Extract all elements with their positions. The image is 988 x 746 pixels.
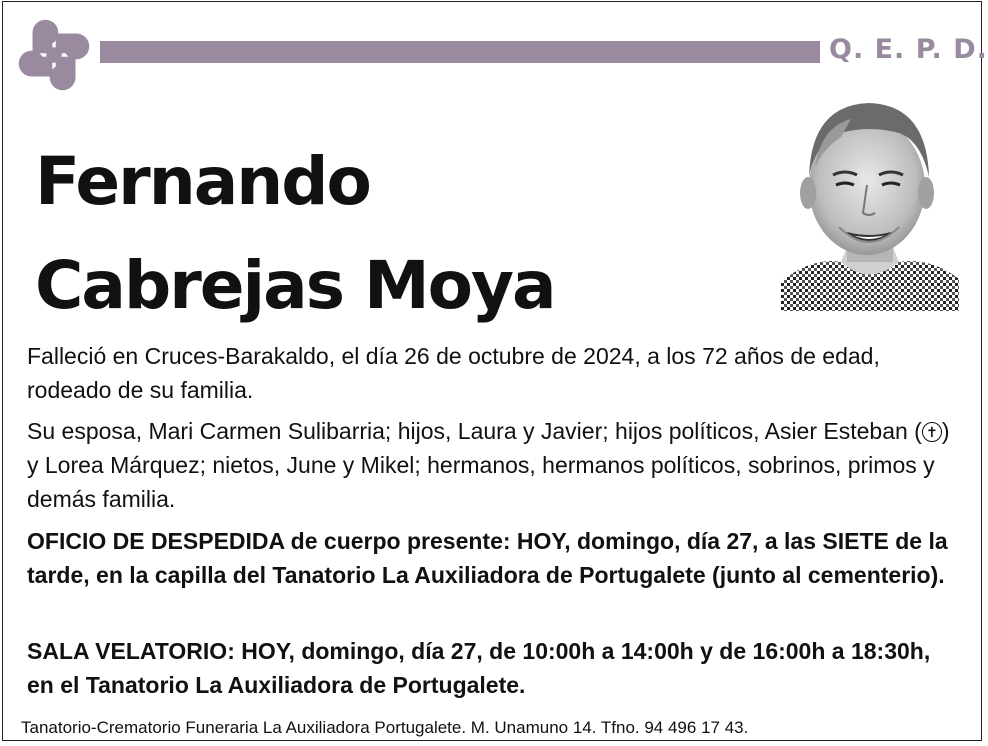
cross-icon: ✝ [922,422,942,442]
deceased-name [35,130,555,338]
header-rule [100,41,820,63]
funeral-home-footer: Tanatorio-Crematorio Funeraria La Auxiliadora Portugalete. M. Unamuno 14. Tfno. 94 496 17 43. [21,718,749,737]
obituary-notice [2,1,988,741]
first-name: Fernando [35,143,370,220]
portrait-photo [781,97,959,311]
lauburu-icon [11,12,97,98]
family-text-end: ) y Lorea Márquez; nietos, June y Mikel; hermanos, hermanos políticos, sobrinos, primos y demás familia. [27,418,950,512]
ceremony-details: OFICIO DE DESPEDIDA de cuerpo presente: HOY, domingo, día 27, a las SIETE de la tarde, en la capilla del Tanatorio La Auxiliadora de Portugalete (junto al cementerio). [27,528,948,588]
family-text-start: Su esposa, Mari Carmen Sulibarria; hijos, Laura y Javier; hijos políticos, Asier Esteban ( [27,418,922,444]
surnames: Cabrejas Moya [35,247,555,324]
death-announcement: Falleció en Cruces-Barakaldo, el día 26 de octubre de 2024, a los 72 años de edad, rodeado de su familia. [27,343,880,403]
wake-details: SALA VELATORIO: HOY, domingo, día 27, de 10:00h a 14:00h y de 16:00h a 18:30h, en el Tanatorio La Auxiliadora de Portugalete. [27,638,931,698]
qepd-label: Q. E. P. D. [829,34,988,65]
family-members [27,414,963,516]
